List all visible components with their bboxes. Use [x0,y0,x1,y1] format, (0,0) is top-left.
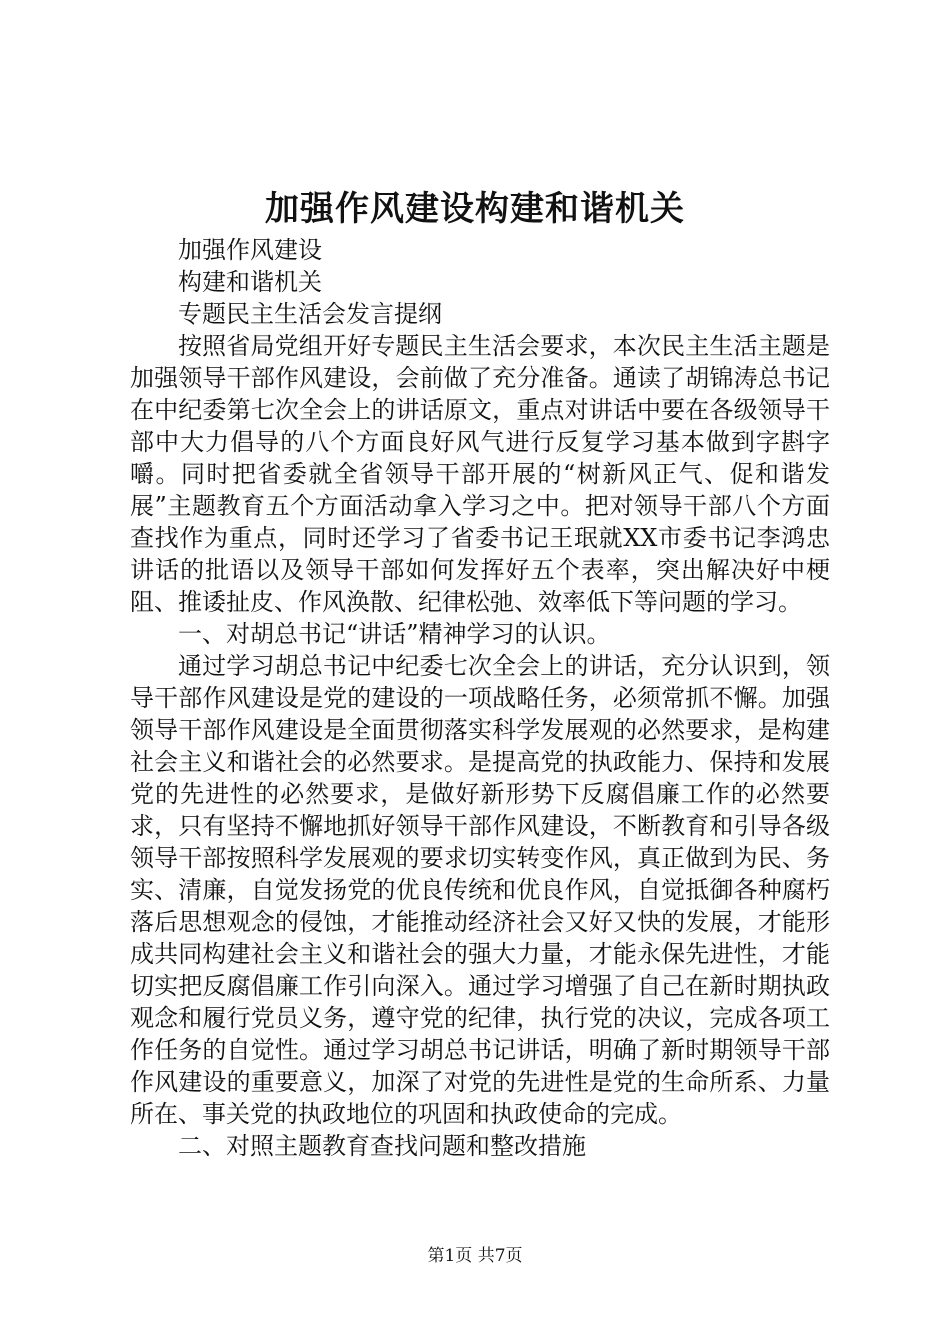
paragraph-subtitle-1: 加强作风建设 [178,236,322,264]
paragraph-intro: 按照省局党组开好专题民主生活会要求，本次民主生活主题是加强领导干部作风建设，会前做了充分准备。通读了胡锦涛总书记在中纪委第七次全会上的讲话原文，重点对讲话中要在各级领导干部中大力倡导的八个方面良好风气进行反复学习基本做到字斟字嚼。同时把省委就全省领导干部开展的“树新风正气、促和谐发展”主题教育五个方面活动拿入学习之中。把对领导干部八个方面查找作为重点，同时还学习了省委书记王珉就XX市委书记李鸿忠讲话的批语以及领导干部如何发挥好五个表率，突出解决好中梗阻、推诿扯皮、作风涣散、纪律松弛、效率低下等问题的学习。 [130,332,830,616]
document-body [130,234,830,1162]
paragraph-section-1: 通过学习胡总书记中纪委七次全会上的讲话，充分认识到，领导干部作风建设是党的建设的一项战略任务，必须常抓不懈。加强领导干部作风建设是全面贯彻落实科学发展观的必然要求，是构建社会主义和谐社会的必然要求。是提高党的执政能力、保持和发展党的先进性的必然要求，是做好新形势下反腐倡廉工作的必然要求，只有坚持不懈地抓好领导干部作风建设，不断教育和引导各级领导干部按照科学发展观的要求切实转变作风，真正做到为民、务实、清廉，自觉发扬党的优良传统和优良作风，自觉抵御各种腐朽落后思想观念的侵蚀，才能推动经济社会又好又快的发展，才能形成共同构建社会主义和谐社会的强大力量，才能永保先进性，才能切实把反腐倡廉工作引向深入。通过学习增强了自己在新时期执政观念和履行党员义务，遵守党的纪律，执行党的决议，完成各项工作任务的自觉性。通过学习胡总书记讲话，明确了新时期领导干部作风建设的重要意义，加深了对党的先进性是党的生命所系、力量所在、事关党的执政地位的巩固和执政使命的完成。 [130,652,830,1128]
section-heading-2: 二、对照主题教育查找问题和整改措施 [178,1132,586,1160]
document-title: 加强作风建设构建和谐机关 [265,189,685,229]
page-number-footer: 第1页 共7页 [427,1246,523,1266]
paragraph-subtitle-3: 专题民主生活会发言提纲 [178,300,442,328]
paragraph-subtitle-2: 构建和谐机关 [178,268,322,296]
section-heading-1: 一、对胡总书记“讲话”精神学习的认识。 [178,620,611,648]
